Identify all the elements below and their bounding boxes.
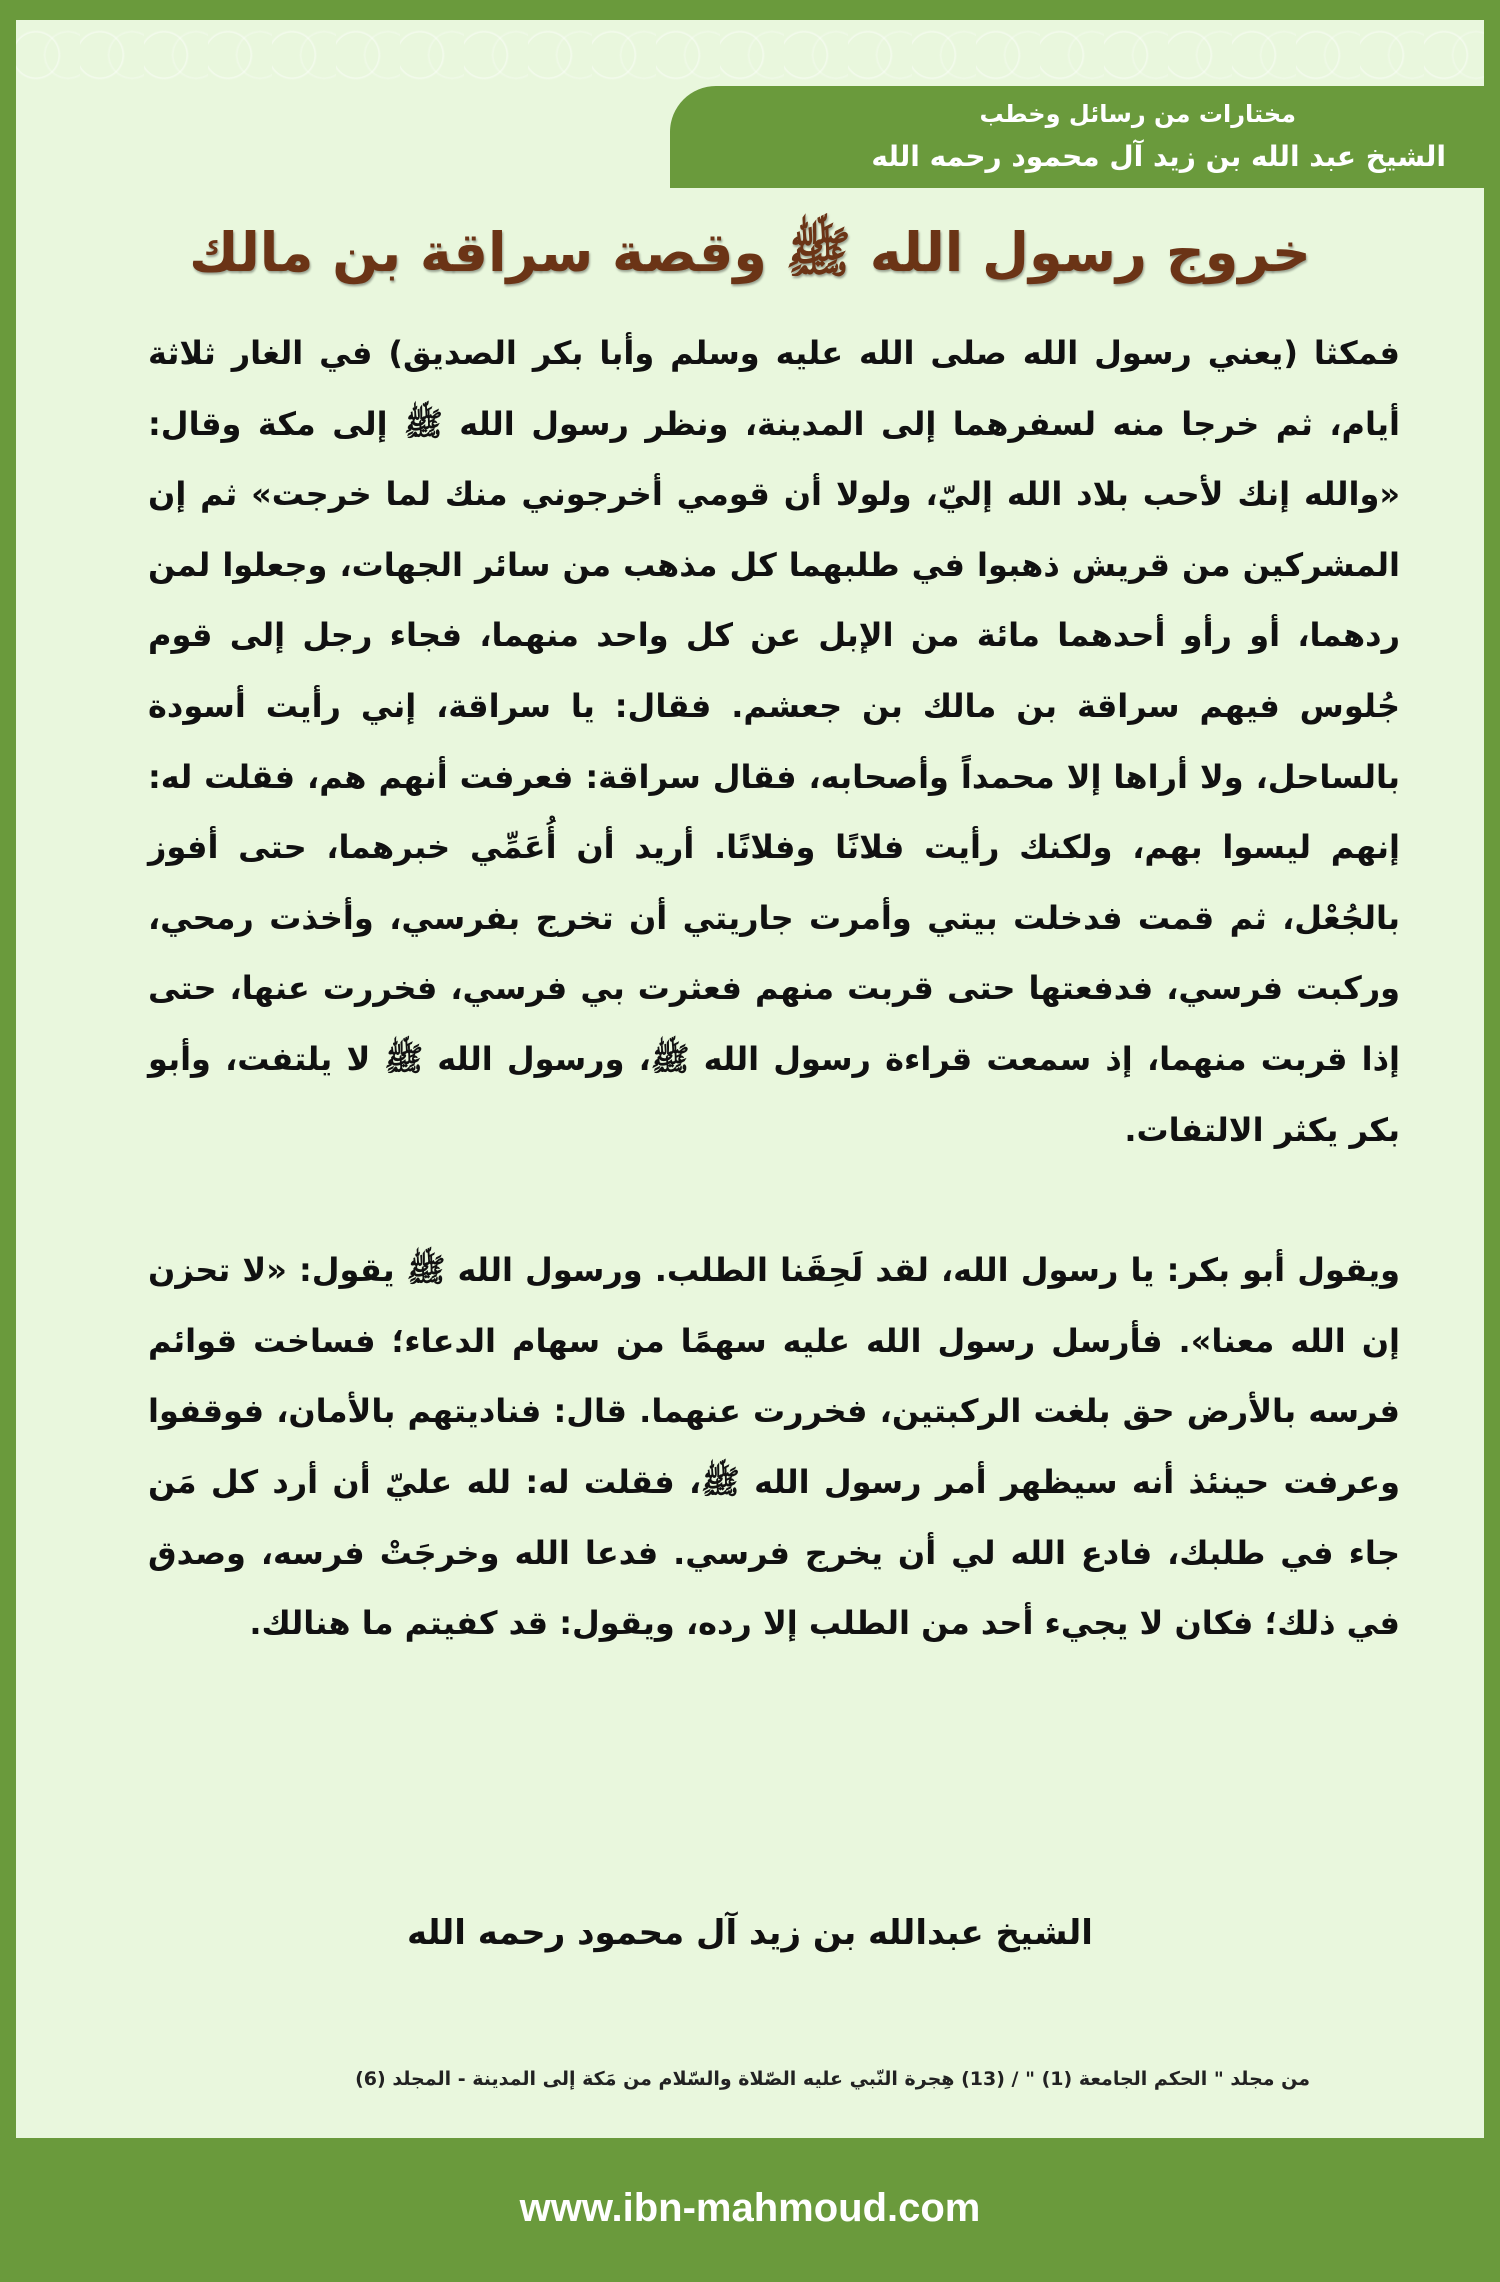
source-citation: من مجلد " الحكم الجامعة (1) " / (13) هِجرة النّبي عليه الصّلاة والسّلام من مَكة إلى المدينة - المجلد (6) bbox=[355, 2068, 1310, 2090]
series-header bbox=[670, 86, 1484, 188]
article-body bbox=[148, 318, 1400, 1659]
series-author: الشيخ عبد الله بن زيد آل محمود رحمه الله bbox=[871, 140, 1446, 173]
paragraph: فمكثا (يعني رسول الله صلى الله عليه وسلم وأبا بكر الصديق) في الغار ثلاثة أيام، ثم خرجا منه لسفرهما إلى المدينة، ونظر رسول الله ﷺ إلى مكة وقال: «والله إنك لأحب بلاد الله إليّ، ولولا أن قومي أخرجوني منك لما خرجت» ثم إن المشركين من قريش ذهبوا في طلبهما كل مذهب من سائر الجهات، وجعلوا لمن ردهما، أو رأو أحدهما مائة من الإبل عن كل واحد منهما، فجاء رجل إلى قوم جُلوس فيهم سراقة بن مالك بن جعشم. فقال: يا سراقة، إني رأيت أسودة بالساحل، ولا أراها إلا محمداً وأصحابه، فقال سراقة: فعرفت أنهم هم، فقلت له: إنهم ليسوا بهم، ولكنك رأيت فلانًا وفلانًا. أريد أن أُعَمِّي خبرهما، حتى أفوز بالجُعْل، ثم قمت فدخلت بيتي وأمرت جاريتي أن تخرج بفرسي، وأخذت رمحي، وركبت فرسي، فدفعتها حتى قربت منهم فعثرت بي فرسي، فخررت عنها، حتى إذا قربت منهما، إذ سمعت قراءة رسول الله ﷺ، ورسول الله ﷺ لا يلتفت، وأبو بكر يكثر الالتفات. bbox=[148, 334, 1400, 1149]
paragraph: ويقول أبو بكر: يا رسول الله، لقد لَحِقَنا الطلب. ورسول الله ﷺ يقول: «لا تحزن إن الله معنا». فأرسل رسول الله عليه سهمًا من سهام الدعاء؛ فساخت قوائم فرسه بالأرض حق بلغت الركبتين، فخررت عنهما. قال: فناديتهم بالأمان، فوقفوا وعرفت حينئذ أنه سيظهر أمر رسول الله ﷺ، فقلت له: لله عليّ أن أرد كل مَن جاء في طلبك، فادع الله لي أن يخرج فرسي. فدعا الله وخرجَتْ فرسه، وصدق في ذلك؛ فكان لا يجيء أحد من الطلب إلا رده، ويقول: قد كفيتم ما هنالك. bbox=[148, 1251, 1400, 1643]
series-title: مختارات من رسائل وخطب bbox=[979, 100, 1296, 128]
author-signature: الشيخ عبدالله بن زيد آل محمود رحمه الله bbox=[407, 1913, 1093, 1953]
decorative-pattern bbox=[16, 20, 1484, 90]
website-link[interactable]: www.ibn-mahmoud.com bbox=[519, 2186, 981, 2230]
footer-bar bbox=[0, 2138, 1500, 2282]
article-title: خروج رسول الله ﷺ وقصة سراقة بن مالك bbox=[189, 221, 1311, 284]
